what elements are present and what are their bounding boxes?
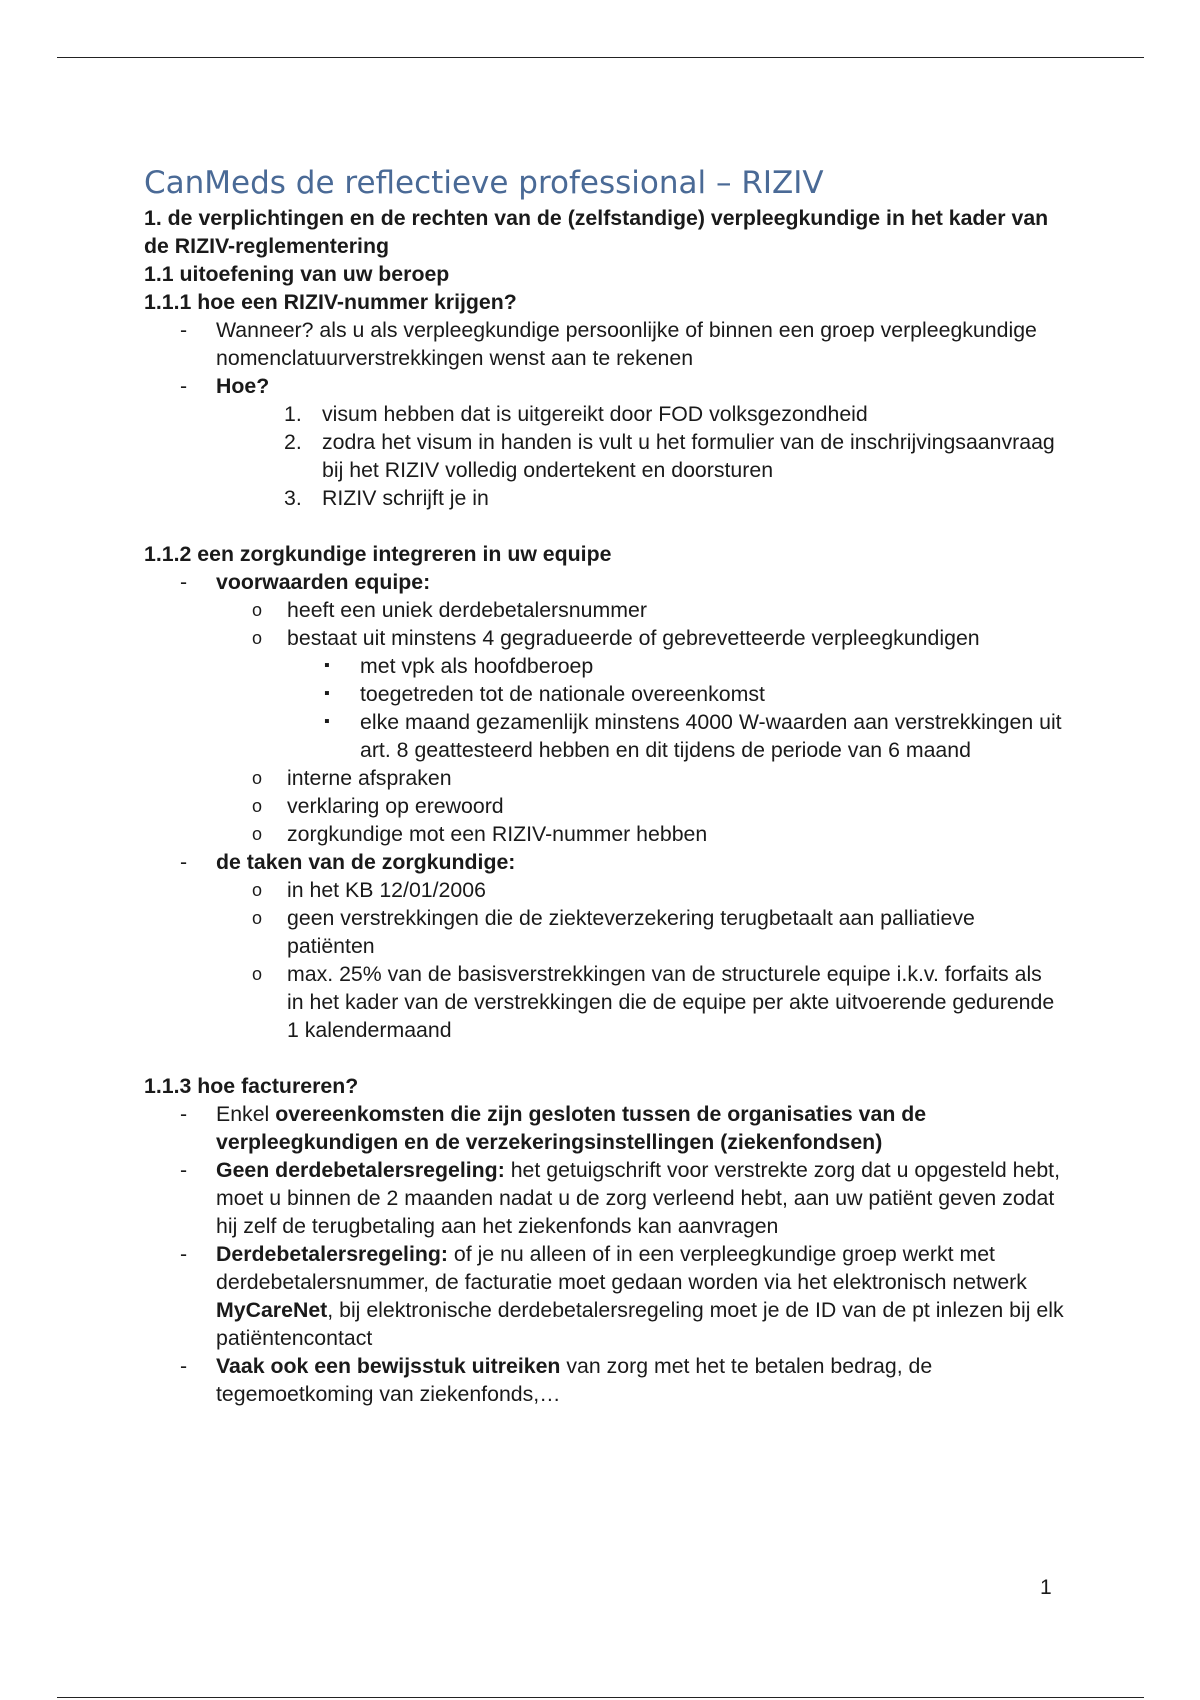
numbered-item	[144, 400, 1064, 428]
item-text: of je nu alleen of in een verpleegkundige groep werkt met derdebetalersnummer, de facturatie moet gedaan worden via het elektronisch netwerk	[216, 1242, 1027, 1294]
list-item	[144, 316, 1064, 372]
list-item	[144, 904, 1064, 960]
item-text: interne afspraken	[287, 766, 452, 790]
list-item	[144, 960, 1064, 1044]
circle-bullet: o	[252, 628, 263, 648]
circle-bullet: o	[252, 880, 263, 900]
dash-bullet: -	[180, 318, 188, 342]
wanneer-text: Wanneer? als u als verpleegkundige persoonlijke of binnen een groep verpleegkundige nomenclatuurverstrekkingen wenst aan te rekenen	[216, 318, 1037, 370]
footer-rule	[57, 1697, 1144, 1698]
heading-1: 1. de verplichtingen en de rechten van de (zelfstandige) verpleegkundige in het kader van de RIZIV-reglementering	[144, 206, 1049, 258]
circle-bullet: o	[252, 600, 263, 620]
number-marker: 1.	[284, 402, 302, 426]
circle-bullet: o	[252, 796, 263, 816]
dash-bullet: -	[180, 1242, 188, 1266]
page-title: CanMeds de reflectieve professional – RIZIV	[144, 165, 824, 201]
item-text-bold: Vaak ook een bewijsstuk uitreiken	[216, 1354, 561, 1378]
item-text-bold: Derdebetalersregeling:	[216, 1242, 448, 1266]
list-item	[144, 680, 1064, 708]
list-item	[144, 1352, 1064, 1408]
list-item	[144, 876, 1064, 904]
dash-bullet: -	[180, 850, 188, 874]
list-item	[144, 652, 1064, 680]
list-item	[144, 568, 1064, 596]
heading-1-1-2: 1.1.2 een zorgkundige integreren in uw equipe	[144, 542, 612, 566]
dash-bullet: -	[180, 374, 188, 398]
item-text: zorgkundige mot een RIZIV-nummer hebben	[287, 822, 708, 846]
circle-bullet: o	[252, 824, 263, 844]
item-text: Enkel	[216, 1102, 276, 1126]
item-text: elke maand gezamenlijk minstens 4000 W-waarden aan verstrekkingen uit art. 8 geattesteerd hebben en dit tijdens de periode van 6 maand	[360, 710, 1062, 762]
square-bullet: ▪	[324, 713, 330, 730]
item-text: heeft een uniek derdebetalersnummer	[287, 598, 647, 622]
taken-label: de taken van de zorgkundige:	[216, 850, 516, 874]
item-text: , bij elektronische derdebetalersregeling moet je de ID van de pt inlezen bij elk patiëntencontact	[216, 1298, 1064, 1350]
header-rule	[57, 57, 1144, 58]
item-text-bold: MyCareNet	[216, 1298, 328, 1322]
dash-bullet: -	[180, 570, 188, 594]
list-item	[144, 624, 1064, 652]
document-body	[144, 164, 1064, 1408]
circle-bullet: o	[252, 768, 263, 788]
list-item	[144, 792, 1064, 820]
numbered-item	[144, 484, 1064, 512]
item-text: met vpk als hoofdberoep	[360, 654, 594, 678]
list-item	[144, 764, 1064, 792]
item-text: het getuigschrift voor verstrekte zorg dat u opgesteld hebt, moet u binnen de 2 maanden nadat u de zorg verleend hebt, aan uw patiënt geven zodat hij zelf de terugbetaling aan het ziekenfonds kan aanvragen	[216, 1158, 1061, 1238]
list-item	[144, 820, 1064, 848]
number-marker: 3.	[284, 486, 302, 510]
list-item	[144, 1156, 1064, 1240]
list-item	[144, 708, 1064, 764]
heading-1-1-1: 1.1.1 hoe een RIZIV-nummer krijgen?	[144, 290, 517, 314]
step-text: visum hebben dat is uitgereikt door FOD volksgezondheid	[322, 402, 868, 426]
list-item	[144, 1100, 1064, 1156]
number-marker: 2.	[284, 430, 302, 454]
list-item	[144, 1240, 1064, 1352]
list-item	[144, 848, 1064, 876]
item-text: van zorg met het te betalen bedrag, de tegemoetkoming van ziekenfonds,…	[216, 1354, 933, 1406]
hoe-text: Hoe?	[216, 374, 270, 398]
item-text: toegetreden tot de nationale overeenkomst	[360, 682, 765, 706]
dash-bullet: -	[180, 1354, 188, 1378]
square-bullet: ▪	[324, 685, 330, 702]
voorwaarden-label: voorwaarden equipe:	[216, 570, 431, 594]
square-bullet: ▪	[324, 657, 330, 674]
step-text: zodra het visum in handen is vult u het formulier van de inschrijvingsaanvraag bij het RIZIV volledig ondertekent en doorsturen	[322, 430, 1055, 482]
dash-bullet: -	[180, 1158, 188, 1182]
item-text: bestaat uit minstens 4 gegradueerde of gebrevetteerde verpleegkundigen	[287, 626, 980, 650]
circle-bullet: o	[252, 964, 263, 984]
list-item	[144, 596, 1064, 624]
item-text-bold: Geen derdebetalersregeling:	[216, 1158, 505, 1182]
item-text-bold: overeenkomsten die zijn gesloten tussen de organisaties van de verpleegkundigen en de verzekeringsinstellingen (ziekenfondsen)	[216, 1102, 927, 1154]
item-text: max. 25% van de basisverstrekkingen van de structurele equipe i.k.v. forfaits als in het kader van de verstrekkingen die de equipe per akte uitvoerende gedurende 1 kalendermaand	[287, 962, 1055, 1042]
heading-1-1: 1.1 uitoefening van uw beroep	[144, 262, 450, 286]
circle-bullet: o	[252, 908, 263, 928]
heading-1-1-3: 1.1.3 hoe factureren?	[144, 1074, 359, 1098]
item-text: in het KB 12/01/2006	[287, 878, 486, 902]
step-text: RIZIV schrijft je in	[322, 486, 489, 510]
item-text: verklaring op erewoord	[287, 794, 504, 818]
list-item	[144, 372, 1064, 400]
item-text: geen verstrekkingen die de ziekteverzekering terugbetaalt aan palliatieve patiënten	[287, 906, 975, 958]
numbered-item	[144, 428, 1064, 484]
dash-bullet: -	[180, 1102, 188, 1126]
page-number: 1	[1040, 1576, 1052, 1599]
